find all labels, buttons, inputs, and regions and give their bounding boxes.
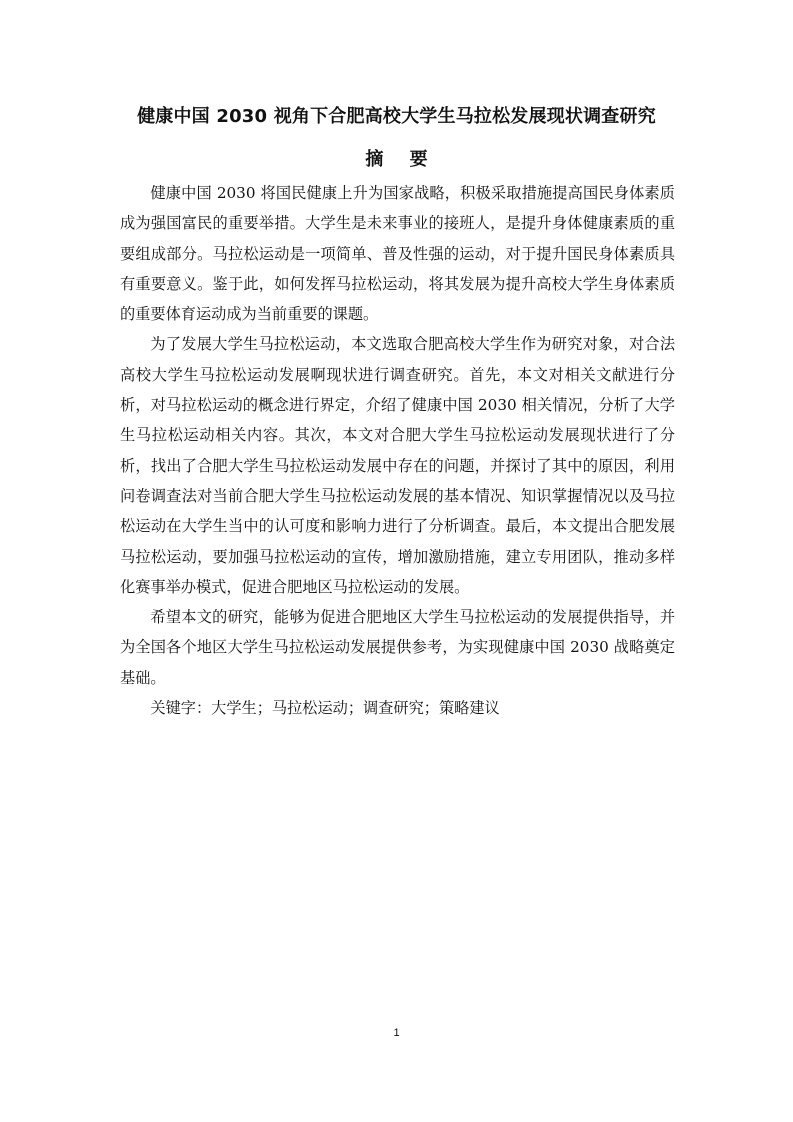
abstract-heading: 摘 要 bbox=[365, 149, 438, 170]
abstract-body bbox=[120, 178, 675, 723]
document-title: 健康中国 2030 视角下合肥高校大学生马拉松发展现状调查研究 bbox=[137, 106, 656, 127]
keywords-line: 关键字：大学生；马拉松运动；调查研究；策略建议 bbox=[150, 699, 500, 718]
abstract-paragraph-3: 希望本文的研究，能够为促进合肥地区大学生马拉松运动的发展提供指导，并为全国各个地区大学生马拉松运动发展提供参考，为实现健康中国 2030 战略奠定基础。 bbox=[120, 608, 675, 687]
abstract-paragraph-2: 为了发展大学生马拉松运动，本文选取合肥高校大学生作为研究对象，对合法高校大学生马拉松运动发展啊现状进行调查研究。首先，本文对相关文献进行分析，对马拉松运动的概念进行界定，介绍了健康中国 2030 相关情况，分析了大学生马拉松运动相关内容。其次，本文对合肥大学生马拉松运动发展现状进行了分析，找出了合肥大学生马拉松运动发展中存在的问题，并探讨了其中的原因，利用问卷调查法对当前合肥大学生马拉松运动发展的基本情况、知识掌握情况以及马拉松运动在大学生当中的认可度和影响力进行了分析调查。最后，本文提出合肥发展马拉松运动，要加强马拉松运动的宣传，增加激励措施，建立专用团队，推动多样化赛事举办模式，促进合肥地区马拉松运动的发展。 bbox=[120, 335, 675, 596]
page-number: 1 bbox=[393, 1027, 400, 1039]
abstract-paragraph-1: 健康中国 2030 将国民健康上升为国家战略，积极采取措施提高国民身体素质成为强国富民的重要举措。大学生是未来事业的接班人，是提升身体健康素质的重要组成部分。马拉松运动是一项简单、普及性强的运动，对于提升国民身体素质具有重要意义。鉴于此，如何发挥马拉松运动，将其发展为提升高校大学生身体素质的重要体育运动成为当前重要的课题。 bbox=[120, 184, 675, 324]
